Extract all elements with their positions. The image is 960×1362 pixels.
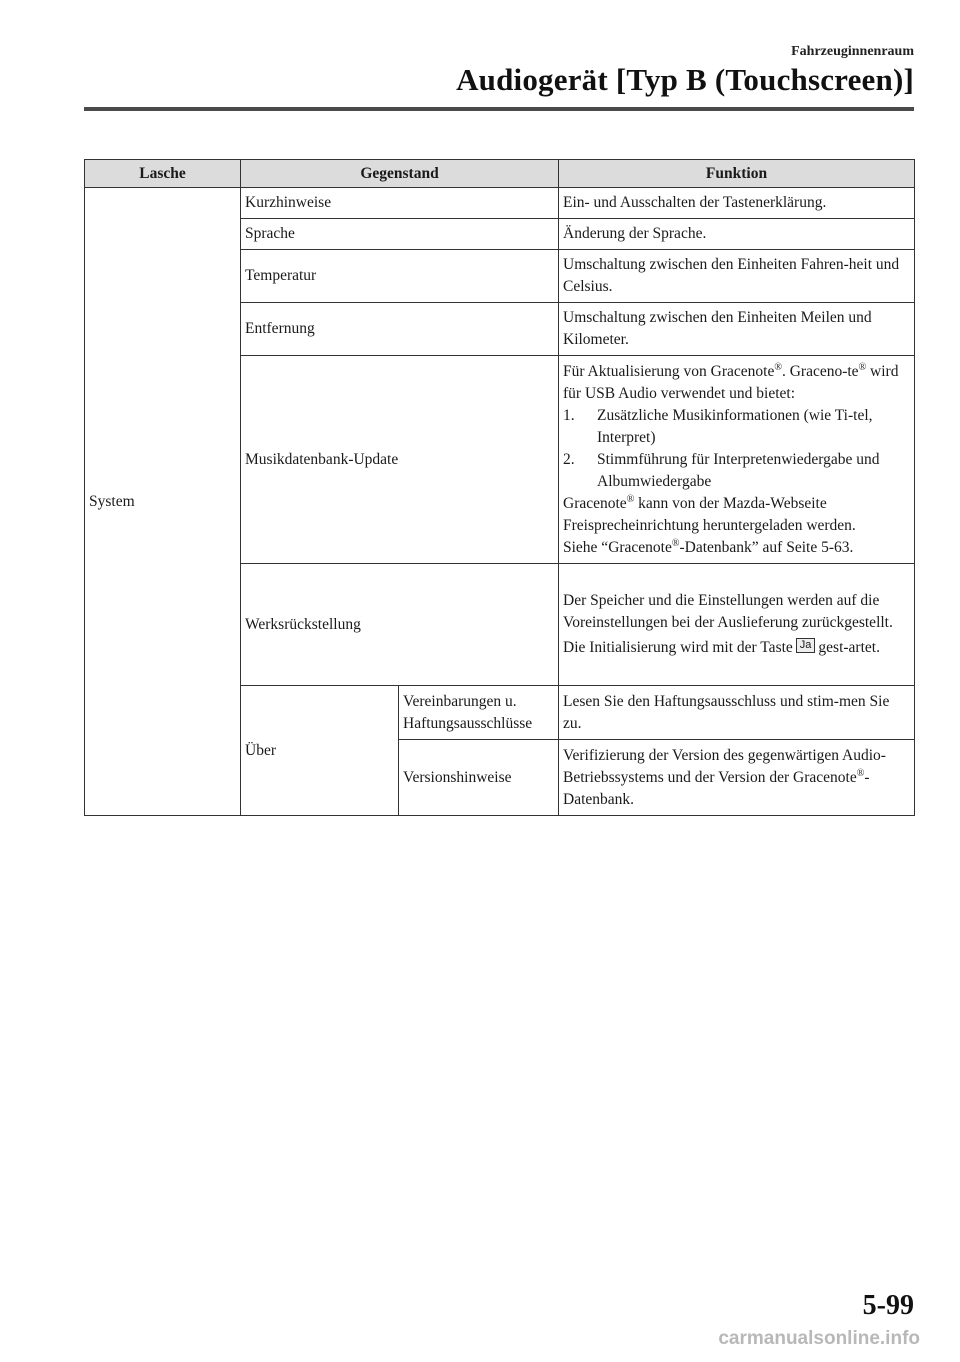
function-paragraph: Für Aktualisierung von Gracenote®. Graceno-te® wird für USB Audio verwendet und bietet: <box>563 361 899 402</box>
function-paragraph: Gracenote® kann von der Mazda-Webseite Freisprecheinrichtung heruntergeladen werden. <box>563 493 856 534</box>
function-paragraph: Die Initialisierung wird mit der Taste Ja gest-artet. <box>563 639 880 656</box>
function-cell: Ein- und Ausschalten der Tastenerklärung. <box>559 188 915 219</box>
function-cell: Umschaltung zwischen den Einheiten Meilen und Kilometer. <box>559 303 915 356</box>
subitem-cell: Versionshinweise <box>399 740 559 816</box>
item-cell: Musikdatenbank-Update <box>241 356 559 564</box>
section-heading: Fahrzeuginnenraum <box>791 44 914 59</box>
registered-mark: ® <box>858 361 867 373</box>
item-cell: Entfernung <box>241 303 559 356</box>
item-cell-ueber: Über <box>241 686 399 816</box>
function-cell: Verifizierung der Version des gegenwärtigen Audio-Betriebssystems und der Version der Gracenote®-Datenbank. <box>559 740 915 816</box>
settings-table <box>84 159 915 816</box>
list-item: 2. Stimmführung für Interpretenwiedergabe und Albumwiedergabe <box>563 450 880 490</box>
column-header-item: Gegenstand <box>241 160 559 188</box>
tab-cell-system: System <box>85 188 241 816</box>
subitem-cell: Vereinbarungen u. Haftungsausschlüsse <box>399 686 559 740</box>
function-cell: Änderung der Sprache. <box>559 219 915 250</box>
function-cell <box>559 356 915 564</box>
column-header-tab: Lasche <box>85 160 241 188</box>
watermark: carmanualsonline.info <box>718 1328 920 1349</box>
page-title: Audiogerät [Typ B (Touchscreen)] <box>456 62 914 97</box>
table-header-row <box>85 160 915 188</box>
column-header-function: Funktion <box>559 160 915 188</box>
list-item: 1. Zusätzliche Musikinformationen (wie Ti-tel, Interpret) <box>563 406 873 446</box>
function-cell: Lesen Sie den Haftungsausschluss und stim-men Sie zu. <box>559 686 915 740</box>
function-paragraph: Der Speicher und die Einstellungen werden auf die Voreinstellungen bei der Auslieferung zurückgestellt. <box>563 592 893 631</box>
item-cell: Sprache <box>241 219 559 250</box>
registered-mark: ® <box>671 537 680 549</box>
registered-mark: ® <box>856 767 865 779</box>
registered-mark: ® <box>626 493 635 505</box>
function-cell <box>559 564 915 686</box>
ja-key-icon: Ja <box>796 638 816 653</box>
numbered-list <box>563 405 910 493</box>
header-divider <box>84 107 914 111</box>
function-paragraph: Siehe “Gracenote®-Datenbank” auf Seite 5-63. <box>563 537 854 556</box>
item-cell: Werksrückstellung <box>241 564 559 686</box>
page-number: 5-99 <box>862 1290 914 1321</box>
item-cell: Temperatur <box>241 250 559 303</box>
table-row <box>85 188 915 219</box>
item-cell: Kurzhinweise <box>241 188 559 219</box>
registered-mark: ® <box>774 361 782 373</box>
function-cell: Umschaltung zwischen den Einheiten Fahren-heit und Celsius. <box>559 250 915 303</box>
